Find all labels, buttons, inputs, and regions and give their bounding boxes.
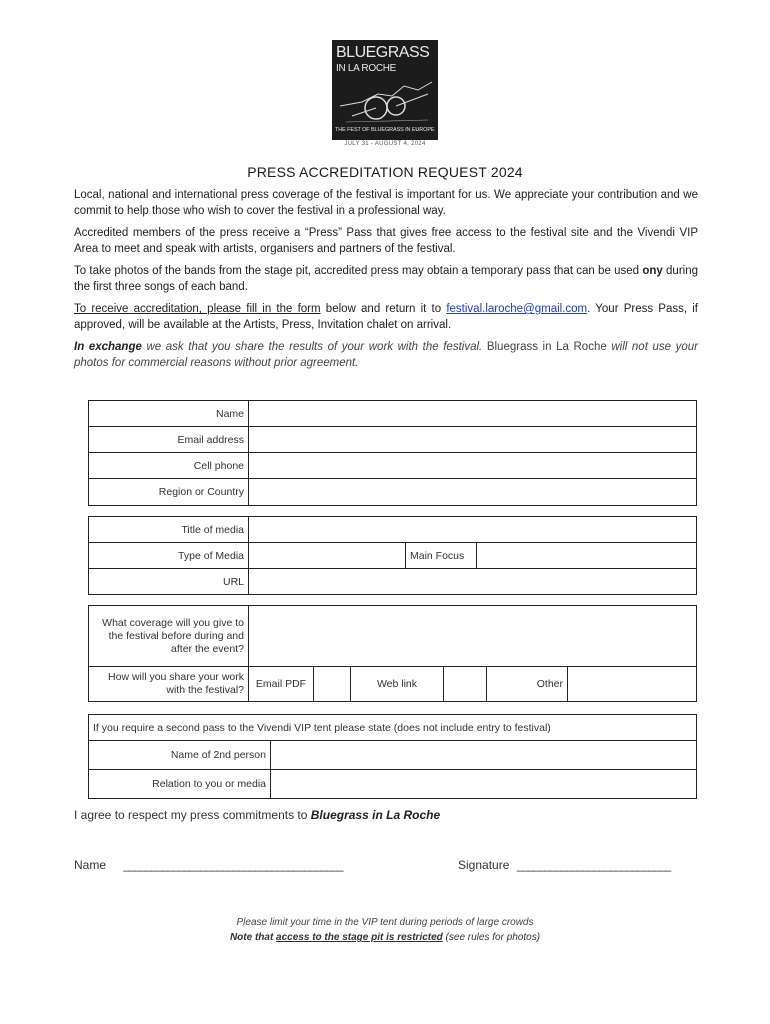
- logo-tagline: THE FEST OF BLUEGRASS IN EUROPE: [335, 127, 435, 133]
- phone-label: Cell phone: [89, 453, 249, 479]
- intro-paragraph-1: Local, national and international press coverage of the festival is important for us. We appreciate your contribution and we commit to help those who wish to cover the festival in a professional way.: [74, 189, 698, 217]
- signature-field: [458, 858, 670, 872]
- signature-label: Signature: [458, 858, 510, 872]
- url-label: URL: [89, 569, 249, 595]
- text-span: I agree to respect my press commitments to: [74, 808, 311, 822]
- second-person-label: Name of 2nd person: [89, 741, 271, 770]
- name-label: Name: [89, 401, 249, 427]
- media-type-label: Type of Media: [89, 543, 249, 569]
- note-prefix: Note that: [229, 932, 277, 943]
- media-type-field[interactable]: [249, 543, 406, 569]
- text-span: during the first three songs of each band.: [74, 265, 698, 293]
- url-field[interactable]: [249, 569, 697, 595]
- media-title-field[interactable]: [249, 517, 697, 543]
- text-span: below and return it to: [320, 303, 447, 315]
- media-title-label: Title of media: [89, 517, 249, 543]
- page-title: PRESS ACCREDITATION REQUEST 2024: [247, 164, 523, 180]
- name-sign-label: Name: [74, 858, 107, 872]
- text-span: will not use your photos for commercial reasons without prior agreement.: [74, 341, 699, 369]
- stage-pit-note: [0, 932, 770, 943]
- region-label: Region or Country: [89, 479, 249, 506]
- option-other-field[interactable]: [568, 667, 697, 702]
- vip-tent-note: Please limit your time in the VIP tent during periods of large crowds: [236, 917, 534, 928]
- logo-title: BLUEGRASS: [336, 44, 430, 61]
- org-name: Bluegrass in La Roche: [310, 808, 441, 822]
- logo-subtitle: IN LA ROCHE: [336, 63, 397, 74]
- main-focus-field[interactable]: [477, 543, 697, 569]
- text-span: (see rules for photos): [442, 932, 541, 943]
- signature-line[interactable]: ____________________________: [516, 858, 670, 872]
- intro-paragraph-3: [74, 263, 698, 295]
- region-field[interactable]: [249, 479, 697, 506]
- option-email-pdf-checkbox[interactable]: [314, 667, 351, 702]
- second-pass-table: [88, 714, 697, 799]
- emphasis-text: In exchange: [74, 341, 142, 353]
- text-span: we ask that you share the results of your work with the festival.: [141, 341, 487, 353]
- second-person-field[interactable]: [271, 741, 697, 770]
- option-email-pdf-label: Email PDF: [249, 667, 314, 702]
- option-other-label: Other: [487, 667, 568, 702]
- intro-paragraph-2: Accredited members of the press receive a “Press” Pass that gives free access to the festival site and the Vivendi VIP Area to meet and speak with artists, organisers and partners of the festival.: [74, 227, 698, 255]
- agreement-statement: [74, 808, 440, 822]
- name-field[interactable]: [249, 401, 697, 427]
- name-sign-line[interactable]: ________________________________________: [123, 858, 343, 872]
- banjo-illustration-icon: [332, 76, 438, 126]
- relation-label: Relation to you or media: [89, 770, 271, 799]
- text-span: To take photos of the bands from the stage pit, accredited press may obtain a temporary pass that can be used: [74, 265, 643, 277]
- text-span: . Your Press Pass, if approved, will be available at the Artists, Press, Invitation chalet on arrival.: [74, 303, 698, 331]
- email-field[interactable]: [249, 427, 697, 453]
- org-name: Bluegrass in La Roche: [486, 341, 607, 353]
- option-web-link-checkbox[interactable]: [444, 667, 487, 702]
- option-web-link-label: Web link: [351, 667, 444, 702]
- coverage-field[interactable]: [249, 606, 697, 667]
- main-focus-label: Main Focus: [406, 543, 477, 569]
- media-table: [88, 516, 697, 595]
- intro-paragraph-5: [74, 339, 698, 371]
- form-instruction: To receive accreditation, please fill in the form: [74, 303, 321, 315]
- email-label: Email address: [89, 427, 249, 453]
- emphasis-text: ony: [642, 265, 663, 277]
- phone-field[interactable]: [249, 453, 697, 479]
- name-signature-field: [74, 858, 342, 872]
- festival-logo: [332, 40, 438, 140]
- relation-field[interactable]: [271, 770, 697, 799]
- intro-paragraph-4: [74, 301, 698, 333]
- email-link[interactable]: festival.laroche@gmail.com: [446, 303, 588, 315]
- coverage-table: [88, 605, 697, 702]
- festival-dates: JULY 31 - AUGUST 4, 2024: [344, 141, 426, 147]
- second-pass-header: If you require a second pass to the Vivendi VIP tent please state (does not include entry to festival): [89, 715, 697, 741]
- coverage-question-label: What coverage will you give to the festival before during and after the event?: [89, 606, 249, 667]
- stage-pit-restricted-text: access to the stage pit is restricted: [276, 932, 443, 943]
- share-question-label: How will you share your work with the festival?: [89, 667, 249, 702]
- contact-table: [88, 400, 697, 506]
